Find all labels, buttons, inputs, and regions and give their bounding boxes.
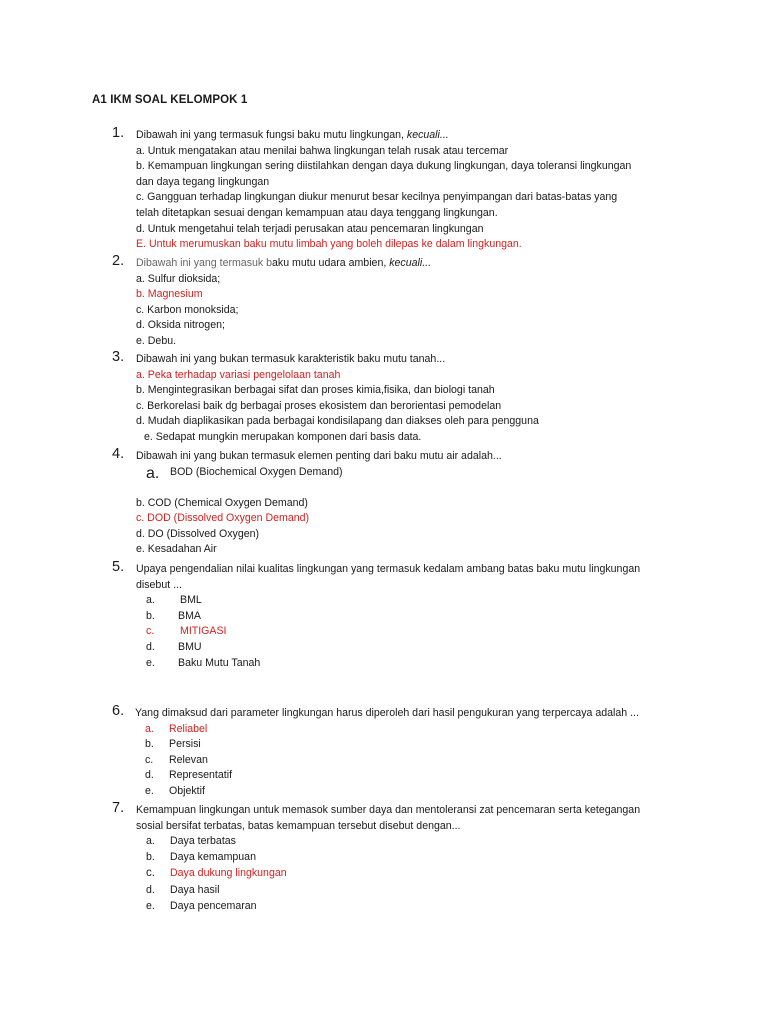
question-6 <box>112 703 692 800</box>
option-b: b. BMA <box>146 609 201 622</box>
question-5 <box>112 559 692 671</box>
question-body <box>136 803 692 915</box>
option-e-answer: E. Untuk merumuskan baku mutu limbah yang boleh dilepas ke dalam lingkungan. <box>136 238 522 251</box>
question-stem: Dibawah ini yang bukan termasuk karakteristik baku mutu tanah... <box>136 353 446 365</box>
option-a-answer: a. Reliabel <box>145 722 208 735</box>
question-stem: Yang dimaksud dari parameter lingkungan harus diperoleh dari hasil pengukuran yang terpercaya adalah ... <box>135 707 639 719</box>
question-stem: Kemampuan lingkungan untuk memasok sumber daya dan mentoleransi zat pencemaran serta ketegangan <box>136 804 641 816</box>
option-a-answer: a. Peka terhadap variasi pengelolaan tanah <box>136 368 341 381</box>
question-stem: Dibawah ini yang termasuk baku mutu udara ambien, kecuali... <box>136 257 432 269</box>
option-d: d. Representatif <box>145 769 233 782</box>
option-a: a. BOD (Biochemical Oxygen Demand) <box>146 464 343 482</box>
question-stem: Dibawah ini yang bukan termasuk elemen penting dari baku mutu air adalah... <box>136 450 502 462</box>
question-stem: Dibawah ini yang termasuk fungsi baku mutu lingkungan, kecuali... <box>136 129 449 141</box>
option-b: b. Persisi <box>145 738 201 751</box>
question-4 <box>112 446 692 558</box>
question-body <box>136 256 692 350</box>
option-d: d. BMU <box>146 640 202 653</box>
option-d: d. Daya hasil <box>146 884 220 897</box>
option-c: c. Karbon monoksida; <box>136 303 239 316</box>
option-b-continued: dan daya tegang lingkungan <box>136 175 270 188</box>
option-c: c. Berkorelasi baik dg berbagai proses ekosistem dan berorientasi pemodelan <box>136 399 502 412</box>
option-c-answer: c. Daya dukung lingkungan <box>146 867 287 880</box>
option-c-answer: c. DOD (Dissolved Oxygen Demand) <box>136 512 310 525</box>
option-c-answer: c. MITIGASI <box>146 625 227 638</box>
option-d: d. Mudah diaplikasikan pada berbagai kondisilapang dan diakses oleh para pengguna <box>136 415 539 428</box>
document-title: A1 IKM SOAL KELOMPOK 1 <box>92 94 248 106</box>
question-body <box>135 706 692 800</box>
question-stem-continued: disebut ... <box>136 578 182 591</box>
question-number: 7. <box>112 800 125 816</box>
option-a: a. Sulfur dioksida; <box>136 272 221 285</box>
option-e: e. Kesadahan Air <box>136 543 217 556</box>
option-b: b. COD (Chemical Oxygen Demand) <box>136 496 308 509</box>
option-b: b. Mengintegrasikan berbagai sifat dan proses kimia,fisika, dan biologi tanah <box>136 384 495 397</box>
question-body <box>136 128 692 253</box>
option-b-answer: b. Magnesium <box>136 288 203 301</box>
option-e: e. Sedapat mungkin merupakan komponen dari basis data. <box>144 430 422 443</box>
option-d: d. Untuk mengetahui telah terjadi perusakan atau pencemaran lingkungan <box>136 222 484 235</box>
option-c-continued: telah ditetapkan sesuai dengan kemampuan atau daya tenggang lingkungan. <box>136 206 498 219</box>
option-c: c. Relevan <box>145 753 208 766</box>
question-stem: Upaya pengendalian nilai kualitas lingkungan yang termasuk kedalam ambang batas baku mutu lingkungan <box>136 563 641 575</box>
option-b: b. Daya kemampuan <box>146 850 256 863</box>
question-1 <box>112 125 692 253</box>
question-body <box>136 352 692 446</box>
option-a: a. Daya terbatas <box>146 835 236 848</box>
question-3 <box>112 349 692 446</box>
question-stem-continued: sosial bersifat terbatas, batas kemampuan tersebut disebut dengan... <box>136 819 461 832</box>
option-a: a. Untuk mengatakan atau menilai bahwa lingkungan telah rusak atau tercemar <box>136 144 509 157</box>
option-e: e. Debu. <box>136 334 177 347</box>
option-c: c. Gangguan terhadap lingkungan diukur menurut besar kecilnya penyimpangan dari batas-batas yang <box>136 191 618 204</box>
option-e: e. Objektif <box>145 784 205 797</box>
question-number: 5. <box>112 559 125 575</box>
option-b: b. Kemampuan lingkungan sering diistilahkan dengan daya dukung lingkungan, daya toleransi lingkungan <box>136 160 632 173</box>
option-d: d. DO (Dissolved Oxygen) <box>136 527 260 540</box>
question-number: 1. <box>112 125 125 141</box>
question-7 <box>112 800 692 915</box>
option-a: a. BML <box>146 594 202 607</box>
question-number: 4. <box>112 446 125 462</box>
option-e: e. Baku Mutu Tanah <box>146 656 261 669</box>
question-number: 3. <box>112 349 125 365</box>
option-e: e. Daya pencemaran <box>146 899 257 912</box>
question-number: 2. <box>112 253 125 269</box>
question-number: 6. <box>112 703 125 719</box>
question-body <box>136 449 692 558</box>
option-d: d. Oksida nitrogen; <box>136 319 225 332</box>
question-2 <box>112 253 692 350</box>
question-body <box>136 562 692 671</box>
